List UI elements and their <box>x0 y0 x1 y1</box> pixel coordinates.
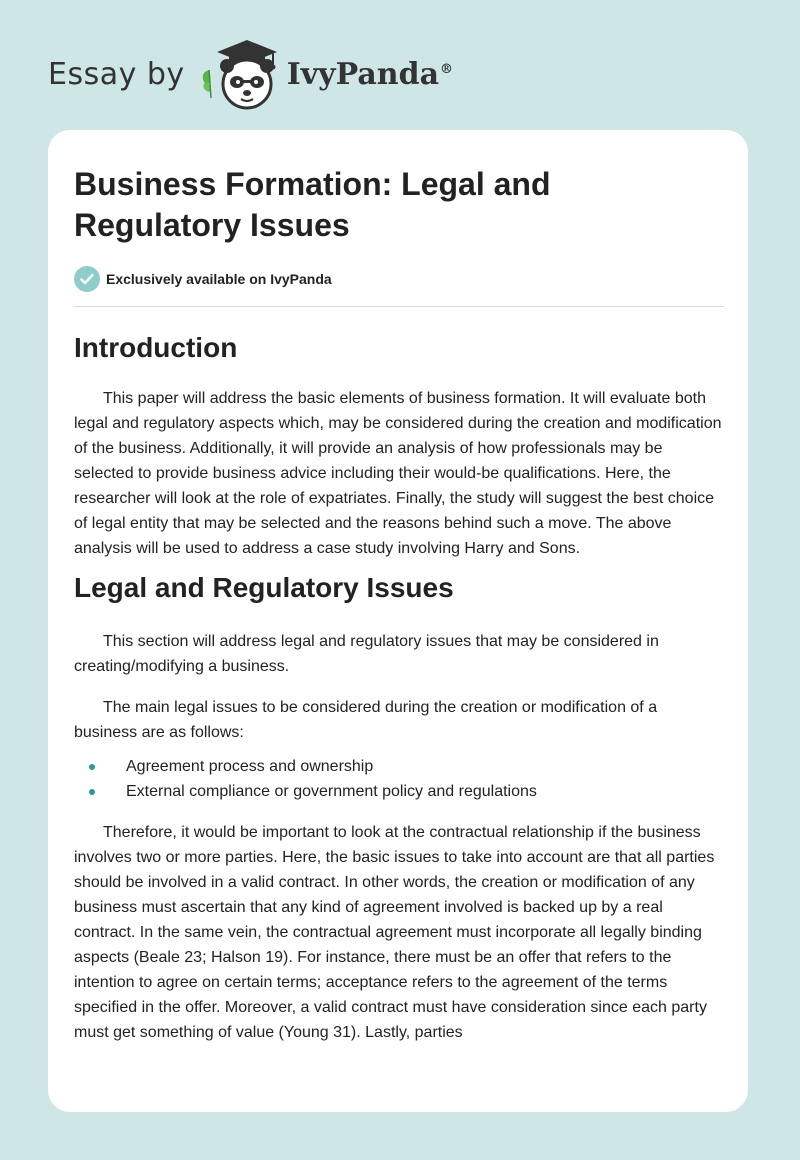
page-title <box>74 164 724 246</box>
paragraph: Therefore, it would be important to look at the contractual relationship if the business involves two or more parties. Here, the basic issues to take into account are that all parties should be involved in a valid contract. In other words, the creation or modification of any business must ascertain that any kind of agreement involved is backed up by a real contract. In the same vein, the contractual agreement must incorporate all legally binding aspects (Beale 23; Halson 19). For instance, there must be an offer that refers to the intention to agree on certain terms; acceptance refers to the agreement of the terms specified in the offer. Moreover, a valid contract must have consideration since each party must get something of value (Young 31). Lastly, parties <box>74 824 715 1041</box>
paragraph: The main legal issues to be considered during the creation or modification of a business are as follows: <box>74 699 658 741</box>
site-header <box>48 36 548 112</box>
paragraph: This paper will address the basic elements of business formation. It will evaluate both legal and regulatory aspects which, may be considered during the creation and modification of the business. Additionally, it will provide an analysis of how professionals may be selected to provide business advice including their would-be qualifications. Here, the researcher will look at the role of expatriates. Finally, the study will suggest the best choice of legal entity that may be selected and the reasons behind such a move. The above analysis will be used to address a case study involving Harry and Sons. <box>74 390 722 557</box>
title-line-1: Business Formation: Legal and <box>74 166 551 202</box>
section-heading-legal: Legal and Regulatory Issues <box>74 572 454 603</box>
divider <box>74 306 724 307</box>
paragraph: This section will address legal and regulatory issues that may be considered in creating/modifying a business. <box>74 633 659 675</box>
registered-mark: ® <box>440 61 454 77</box>
check-circle-icon <box>74 266 100 292</box>
bullet-list <box>74 754 724 804</box>
panda-graduation-cap-logo-icon <box>197 36 283 112</box>
bullet-icon <box>89 789 95 795</box>
exclusive-badge <box>74 266 724 292</box>
list-item: External compliance or government policy and regulations <box>74 779 724 804</box>
list-item: Agreement process and ownership <box>74 754 724 779</box>
brand-name[interactable]: IvyPanda® <box>286 56 454 92</box>
title-line-2: Regulatory Issues <box>74 207 350 243</box>
section-heading-introduction: Introduction <box>74 332 238 363</box>
article-card <box>48 130 748 1112</box>
essay-by-label: Essay by <box>48 56 185 92</box>
exclusive-label: Exclusively available on IvyPanda <box>106 271 332 287</box>
bullet-icon <box>89 764 95 770</box>
